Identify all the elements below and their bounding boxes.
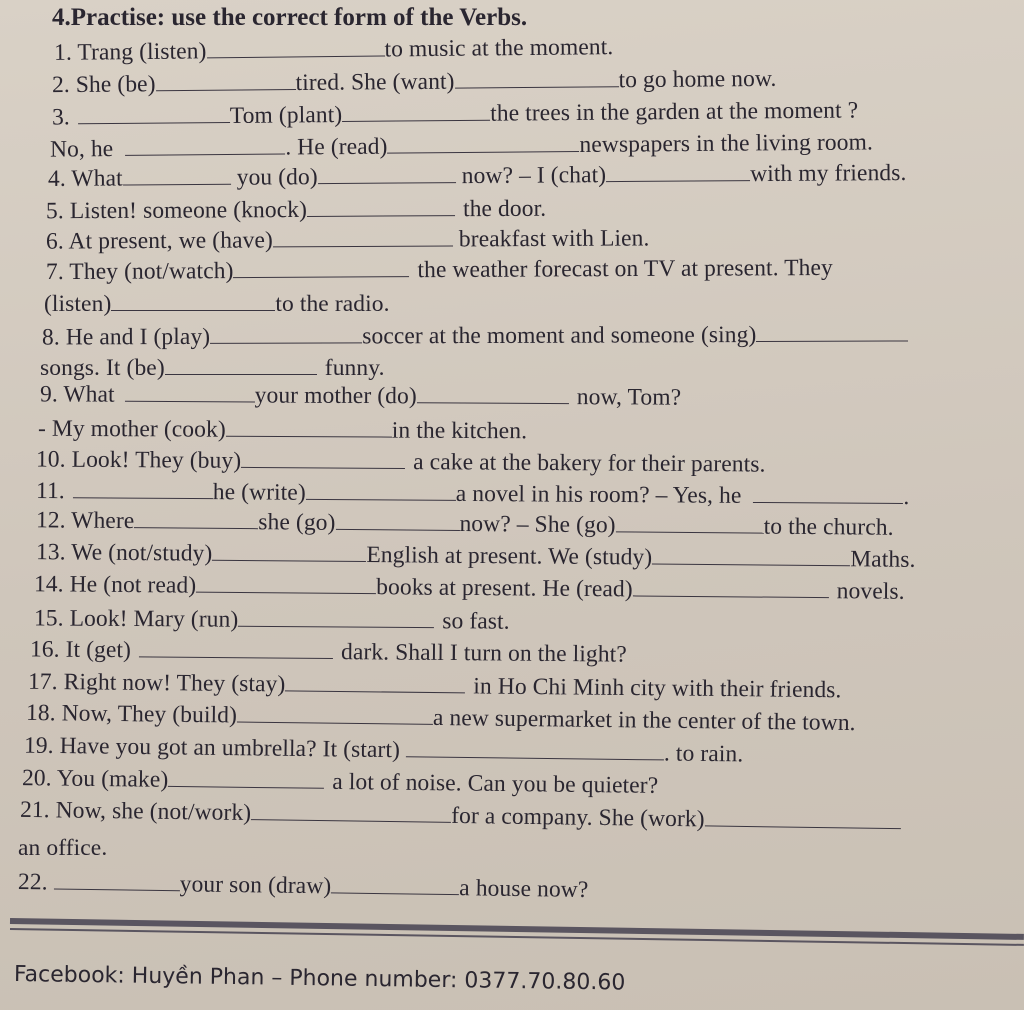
line-text: 3.: [51, 104, 70, 131]
answer-blank[interactable]: [125, 383, 255, 403]
line-text: he (write): [212, 479, 306, 506]
line-text: 8. He and I (play): [41, 323, 211, 351]
line-text: tired. She (want): [295, 68, 455, 97]
line-text: 6. At present, we (have): [45, 227, 273, 255]
line-text: the weather forecast on TV at present. They: [417, 254, 833, 284]
line-text: a new supermarket in the center of the town.: [432, 704, 856, 737]
answer-blank[interactable]: [238, 608, 434, 628]
line-text: English at present. We (study): [366, 542, 653, 571]
line-text: novels.: [836, 578, 905, 605]
line-text: a lot of noise. Can you be quieter?: [332, 768, 659, 799]
exercise-line-19: [24, 732, 744, 769]
exercise-line-15: [34, 604, 510, 635]
answer-blank[interactable]: [134, 509, 258, 529]
exercise-line-22: [18, 868, 589, 904]
line-text: Tom (plant): [229, 101, 343, 129]
exercise-title: 4.Practise: use the correct form of the Verbs.: [52, 4, 528, 31]
exercise-line-20: [22, 764, 659, 800]
line-text: you (do): [236, 164, 318, 191]
footer-contact: Facebook: Huyền Phan – Phone number: 0377.70.80.60: [13, 962, 626, 996]
line-text: to the church.: [763, 513, 894, 541]
line-text: to music at the moment.: [384, 34, 614, 63]
answer-blank[interactable]: [155, 71, 295, 91]
answer-blank[interactable]: [212, 542, 366, 562]
exercise-line-1: [54, 33, 614, 67]
answer-blank[interactable]: [387, 133, 579, 154]
answer-blank[interactable]: [307, 197, 455, 217]
line-text: - My mother (cook): [37, 415, 226, 443]
line-text: a house now?: [459, 875, 589, 903]
line-text: soccer at the moment and someone (sing): [362, 322, 757, 350]
answer-blank[interactable]: [241, 449, 405, 469]
exercise-line-17: [28, 668, 842, 705]
line-text: 17. Right now! They (stay): [27, 668, 286, 698]
answer-blank[interactable]: [705, 807, 901, 829]
exercise-line-18: [26, 699, 856, 737]
answer-blank[interactable]: [342, 102, 490, 122]
exercise-line-9: [40, 380, 681, 411]
exercise-line-11: [36, 477, 910, 511]
answer-blank[interactable]: [165, 356, 317, 375]
line-text: for a company. She (work): [451, 802, 705, 833]
answer-blank[interactable]: [285, 672, 465, 693]
answer-blank[interactable]: [233, 258, 409, 278]
line-text: 1. Trang (listen): [53, 38, 207, 66]
line-text: to the radio.: [275, 291, 390, 317]
answer-blank[interactable]: [54, 871, 180, 892]
exercise-line-10: [36, 445, 766, 478]
answer-blank[interactable]: [196, 574, 376, 595]
line-text: now? – I (chat): [461, 162, 607, 190]
line-text: songs. It (be): [40, 355, 165, 381]
answer-blank[interactable]: [406, 738, 664, 760]
line-text: books at present. He (read): [376, 574, 633, 603]
answer-blank[interactable]: [273, 227, 453, 247]
line-text: . to rain.: [663, 740, 744, 768]
line-text: now? – She (go): [459, 510, 616, 539]
answer-blank[interactable]: [616, 513, 764, 533]
answer-blank[interactable]: [335, 511, 459, 531]
answer-blank[interactable]: [753, 484, 903, 504]
answer-blank[interactable]: [206, 37, 384, 58]
exercise-line-9b: [38, 415, 527, 446]
line-text: 11.: [35, 477, 65, 505]
answer-blank[interactable]: [306, 481, 456, 501]
line-text: in Ho Chi Minh city with their friends.: [473, 673, 842, 704]
line-text: 10. Look! They (buy): [35, 446, 242, 474]
line-text: now, Tom?: [576, 384, 682, 411]
line-text: your son (draw): [179, 871, 332, 900]
line-text: 14. He (not read): [33, 571, 197, 599]
line-text: an office.: [18, 835, 108, 861]
line-text: 5. Listen! someone (knock): [45, 196, 308, 225]
answer-blank[interactable]: [226, 418, 392, 438]
answer-blank[interactable]: [111, 292, 275, 311]
line-text: funny.: [324, 355, 385, 381]
exercise-line-6: [46, 224, 650, 255]
exercise-line-21: [20, 796, 901, 836]
line-text: Maths.: [850, 546, 916, 573]
line-text: 13. We (not/study): [35, 539, 213, 567]
answer-blank[interactable]: [454, 68, 618, 88]
answer-blank[interactable]: [606, 162, 750, 182]
answer-blank[interactable]: [168, 768, 324, 789]
line-text: 20. You (make): [21, 765, 169, 793]
line-text: to go home now.: [618, 65, 777, 94]
exercise-line-3b: [50, 128, 873, 163]
answer-blank[interactable]: [78, 104, 230, 124]
answer-blank[interactable]: [73, 479, 213, 499]
line-text: a cake at the bakery for their parents.: [413, 449, 766, 478]
line-text: 22.: [17, 869, 48, 896]
answer-blank[interactable]: [125, 136, 285, 156]
line-text: the door.: [462, 195, 547, 223]
line-text: dark. Shall I turn on the light?: [340, 639, 627, 668]
line-text: 9. What: [39, 381, 115, 408]
line-text: 7. They (not/watch): [45, 258, 234, 286]
exercise-line-14: [34, 570, 905, 606]
answer-blank[interactable]: [756, 322, 908, 342]
line-text: (listen): [44, 291, 112, 317]
line-text: 16. It (get): [29, 636, 132, 664]
line-text: she (go): [258, 509, 336, 536]
exercise-line-8: [42, 320, 908, 351]
line-text: . He (read): [285, 133, 388, 161]
line-text: 21. Now, she (not/work): [19, 796, 252, 827]
line-text: the trees in the garden at the moment ?: [490, 97, 859, 127]
exercise-line-7b: [44, 290, 390, 318]
line-text: 15. Look! Mary (run): [33, 605, 239, 633]
answer-blank[interactable]: [123, 166, 231, 186]
line-text: 19. Have you got an umbrella? It (start): [23, 732, 401, 764]
line-text: so fast.: [442, 608, 510, 635]
answer-blank[interactable]: [251, 801, 451, 823]
exercise-line-4: [48, 159, 907, 193]
line-text: 18. Now, They (build): [25, 699, 238, 729]
line-text: with my friends.: [750, 160, 907, 188]
answer-blank[interactable]: [652, 546, 850, 567]
exercise-line-3: [52, 96, 858, 131]
line-text: 4. What: [47, 165, 123, 192]
line-text: 12. Where: [35, 507, 135, 535]
line-text: 2. She (be): [51, 71, 156, 99]
line-text: your mother (do): [254, 382, 417, 410]
answer-blank[interactable]: [237, 704, 433, 725]
exercise-line-2: [52, 65, 777, 99]
answer-blank[interactable]: [139, 638, 333, 659]
line-text: a novel in his room? – Yes, he: [455, 480, 742, 509]
answer-blank[interactable]: [331, 874, 459, 895]
line-text: .: [903, 484, 910, 511]
line-text: in the kitchen.: [391, 417, 528, 445]
exercise-line-8b: [40, 354, 385, 382]
line-text: breakfast with Lien.: [458, 225, 650, 253]
answer-blank[interactable]: [210, 324, 362, 344]
line-text: No, he: [49, 136, 114, 163]
exercise-line-12: [36, 506, 894, 541]
exercise-line-21b: [18, 834, 107, 862]
line-text: newspapers in the living room.: [579, 129, 874, 158]
answer-blank[interactable]: [417, 384, 569, 404]
exercise-line-5: [46, 195, 546, 226]
exercise-line-7: [46, 254, 833, 286]
answer-blank[interactable]: [318, 164, 456, 184]
answer-blank[interactable]: [633, 577, 829, 598]
exercise-line-13: [36, 538, 916, 574]
exercise-line-16: [30, 635, 627, 668]
